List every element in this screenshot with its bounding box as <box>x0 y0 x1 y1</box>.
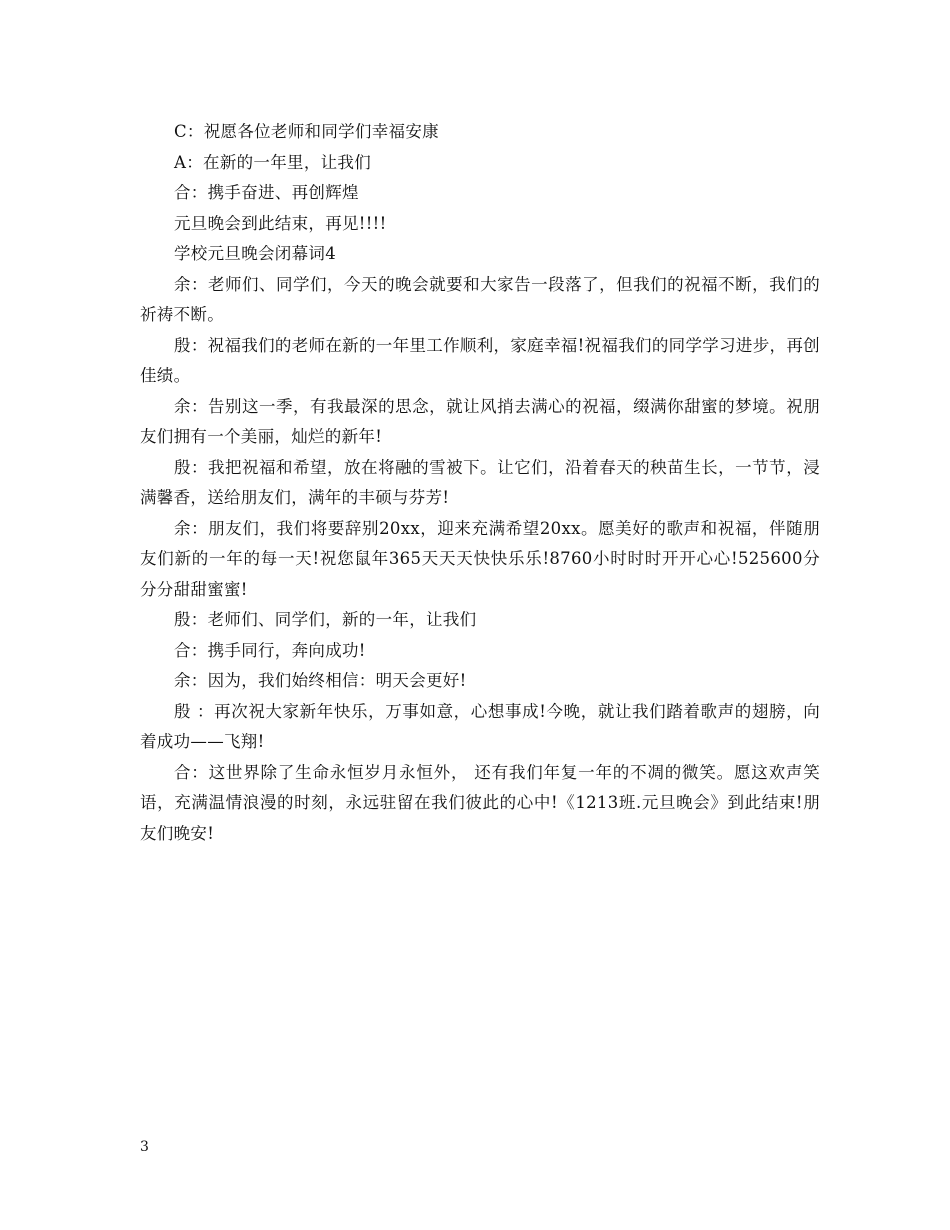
paragraph: C：祝愿各位老师和同学们幸福安康 <box>174 122 439 141</box>
paragraph: 元旦晚会到此结束，再见!!!! <box>174 213 387 233</box>
paragraph: 余：朋友们，我们将要辞别20xx，迎来充满希望20xx。愿美好的歌声和祝福，伴随朋友们新的一年的每一天!祝您鼠年365天天天快快乐乐!8760小时时时开开心心!525600分分分甜甜蜜蜜! <box>140 518 820 599</box>
body-text <box>140 117 820 849</box>
paragraph: 殷：老师们、同学们，新的一年，让我们 <box>174 610 477 629</box>
paragraph: 合：携手奋进、再创辉煌 <box>174 183 359 202</box>
paragraph: 合：这世界除了生命永恒岁月永恒外， 还有我们年复一年的不凋的微笑。愿这欢声笑语，充满温情浪漫的时刻，永远驻留在我们彼此的心中!《1213班.元旦晚会》到此结束!朋友们晚安! <box>140 762 820 843</box>
paragraph: 殷：祝福我们的老师在新的一年里工作顺利，家庭幸福!祝福我们的同学学习进步，再创佳绩。 <box>140 335 820 385</box>
paragraph: 殷：我把祝福和希望，放在将融的雪被下。让它们，沿着春天的秧苗生长，一节节，浸满馨香，送给朋友们，满年的丰硕与芬芳! <box>140 457 820 507</box>
paragraph: A：在新的一年里，让我们 <box>174 152 372 172</box>
paragraph: 余：告别这一季，有我最深的思念，就让风捎去满心的祝福，缀满你甜蜜的梦境。祝朋友们拥有一个美丽，灿烂的新年! <box>140 396 820 446</box>
paragraph: 余：老师们、同学们，今天的晚会就要和大家告一段落了，但我们的祝福不断，我们的祈祷不断。 <box>140 274 820 324</box>
paragraph: 殷 ：再次祝大家新年快乐，万事如意，心想事成!今晚，就让我们踏着歌声的翅膀，向着成功——飞翔! <box>140 701 820 751</box>
paragraph: 合：携手同行，奔向成功! <box>174 640 366 660</box>
paragraph: 余：因为，我们始终相信：明天会更好! <box>174 671 467 690</box>
section-heading: 学校元旦晚会闭幕词4 <box>174 244 336 263</box>
page-number: 3 <box>140 1139 149 1155</box>
